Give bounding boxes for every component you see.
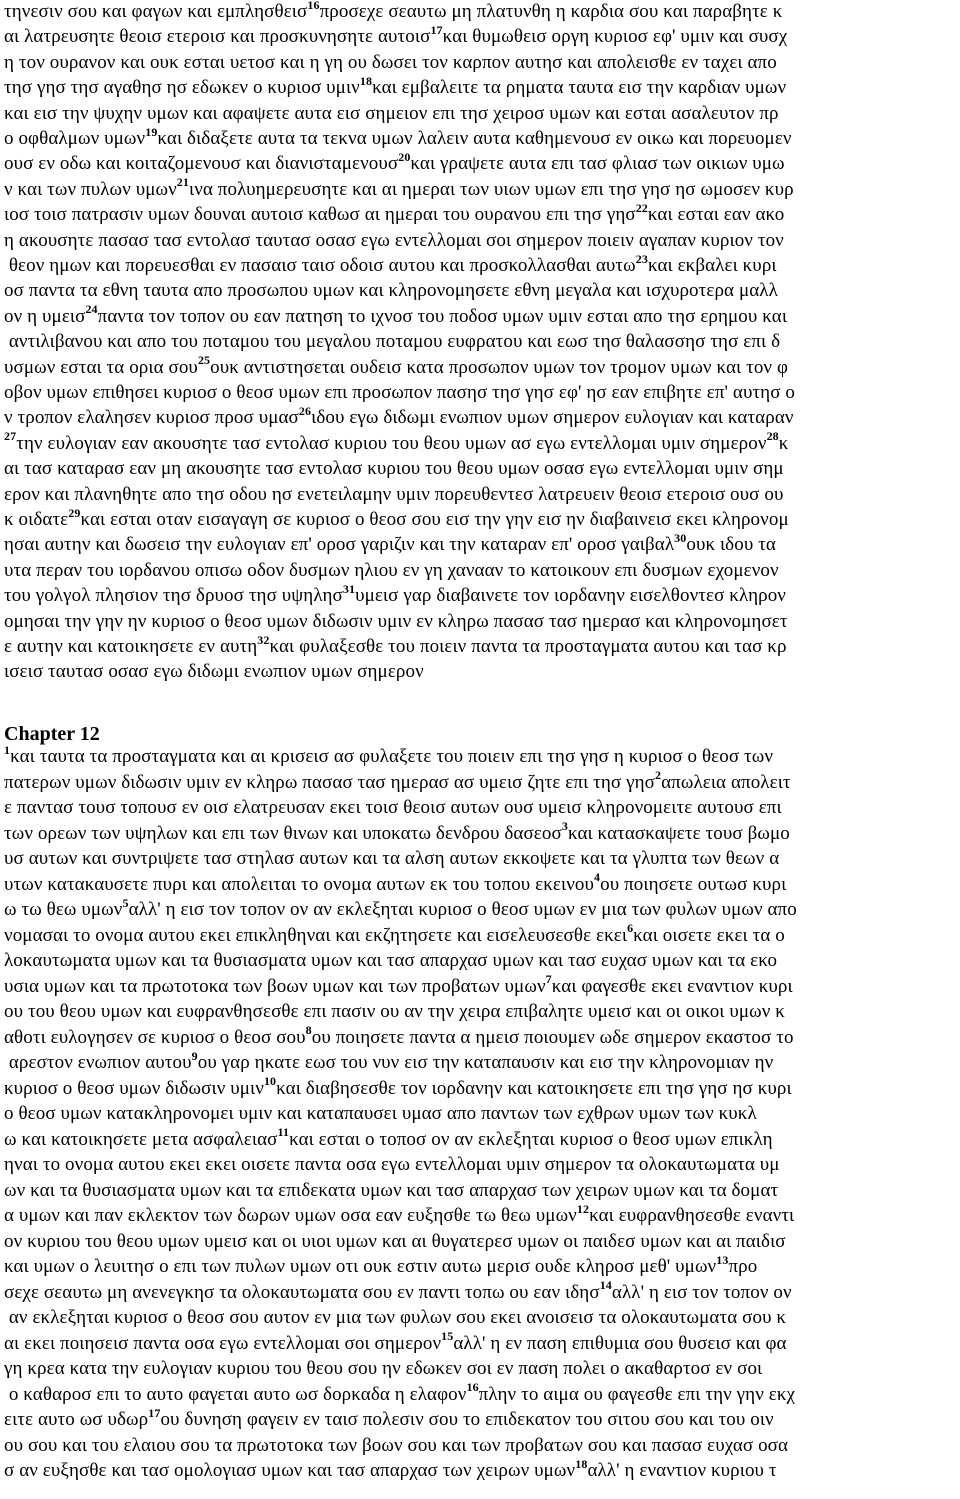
verse-text: και φυλαξεσθε του ποιειν παντα τα προσταγματα αυτου και τασ κρ	[269, 636, 787, 657]
verse-text: και διαβησεσθε τον ιορδανην και κατοικησετε επι τησ γησ ησ κυρι	[276, 1077, 792, 1099]
verse-text: απωλεια απολειτ	[661, 771, 791, 793]
text-line	[4, 1125, 773, 1152]
text-line	[4, 505, 789, 532]
verse-number: 30	[674, 531, 687, 546]
verse-text: και κατασκαψετε τουσ βωμο	[567, 822, 790, 844]
verse-text: και ευφρανθησεσθε εναντι	[589, 1205, 795, 1226]
verse-number: 24	[85, 302, 98, 317]
verse-text: υτα περαν του ιορδανου οπισω οδον δυσμων ηλιου εν γη χανααν το κατοικουν επι δυσμων εχομενον	[4, 559, 779, 581]
text-line	[4, 921, 785, 948]
verse-text: κ οιδατε	[4, 509, 69, 530]
verse-text: υσια υμων και τα πρωτοτοκα των βοων υμων και των προβατων υμων	[4, 975, 546, 997]
verse-number: 3	[561, 819, 568, 834]
text-line	[4, 25, 787, 49]
verse-number: 5	[122, 895, 129, 910]
verse-number: 19	[145, 124, 158, 139]
verse-text: ησαι αυτην και δωσεισ την ευλογιαν επ' οροσ γαριζιν και την καταραν επ' οροσ γαιβαλ	[4, 534, 675, 556]
verse-text: αρεστον ενωπιον αυτου	[4, 1052, 192, 1073]
verse-text: και υμων ο λευιτησ ο επι των πυλων υμων οτι ουκ εστιν αυτω μερισ ουδε κληροσ μεθ' υμων	[4, 1256, 717, 1277]
verse-text: ουκ ιδου τα	[686, 534, 776, 556]
verse-number: 15	[441, 1329, 454, 1344]
text-line	[4, 559, 779, 583]
text-line	[4, 229, 784, 253]
verse-text: ου ποιησετε παντα α ημεισ ποιουμεν ωδε σημερον εκαστοσ το	[311, 1026, 794, 1048]
verse-text: ου του θεου υμων και ευφρανθησεσθε επι πασιν ου αν την χειρα επιβαλητε υμεισ και οι οικοι υμων κ	[4, 1001, 785, 1022]
text-line	[4, 972, 793, 999]
text-line	[4, 483, 783, 507]
verse-text: πατερων υμων διδωσιν υμιν εν κληρω πασασ τασ ημερασ ασ υμεισ ζητε επι τησ γησ	[4, 771, 655, 793]
verse-number: 13	[716, 1252, 729, 1267]
text-line	[4, 895, 797, 922]
verse-text: κυριοσ ο θεοσ υμων διδωσιν υμιν	[4, 1077, 264, 1099]
text-line	[4, 457, 784, 481]
verse-number: 1	[4, 742, 11, 757]
verse-text: την ευλογιαν εαν ακουσητε τασ εντολασ κυριου του θεου υμων ασ εγω εντελλομαι υμιν σημερον	[16, 432, 767, 454]
verse-number: 22	[635, 200, 648, 215]
text-line	[4, 610, 788, 634]
verse-text: οβον υμων επιθησει κυριοσ ο θεοσ υμων επι προσωπον πασησ τησ γησ εφ' ησ εαν επιβητε επ' αυτησ ο	[4, 382, 796, 403]
verse-number: 28	[766, 429, 779, 444]
verse-text: ηναι το ονομα αυτου εκει εκει οισετε παντα οσα εγω εντελλομαι υμιν σημερον τα ολοκαυτωματα υμ	[4, 1154, 780, 1175]
text-line	[4, 1074, 792, 1101]
text-line	[4, 381, 795, 405]
verse-text: ων και τα θυσιασματα υμων και τα επιδεκατα υμων και τασ απαρχασ των χειρων υμων και τα δοματ	[4, 1179, 779, 1201]
verse-number: 7	[545, 972, 552, 987]
chapter-heading: Chapter 12	[4, 723, 100, 745]
verse-text: ου ποιησετε ουτωσ κυρι	[600, 873, 787, 895]
text-line	[4, 819, 790, 846]
verse-text: οσ παντα τα εθνη ταυτα απο προσωπου υμων και κληρονομησετε εθνη μεγαλα και ισχυροτερα μαλλ	[4, 280, 778, 302]
text-line	[4, 1153, 780, 1177]
verse-text: α υμων και παν εκλεκτον των δωρων υμων οσα εαν ευξησθε τω θεω υμων	[4, 1205, 577, 1226]
verse-text: υμεισ γαρ διαβαινετε τον ιορδανην εισελθοντεσ κληρον	[355, 585, 786, 607]
verse-number: 10	[263, 1074, 277, 1089]
verse-text: και γραψετε αυτα επι τασ φλιασ των οικιων υμω	[410, 153, 785, 175]
text-line	[4, 1252, 758, 1279]
verse-number: 6	[627, 921, 634, 936]
verse-text: και εμβαλειτε τα ρηματα ταυτα εισ την καρδιαν υμων	[372, 77, 787, 99]
text-line	[4, 1357, 762, 1381]
text-line	[4, 1179, 778, 1203]
text-line	[4, 1434, 788, 1458]
verse-text: η ακουσητε πασασ τασ εντολασ ταυτασ οσασ εγω εντελλομαι σοι σημερον ποιειν αγαπαν κυριον τον	[4, 229, 784, 251]
verse-text: και εσται εαν ακο	[647, 204, 785, 226]
text-line	[4, 0, 782, 24]
text-line	[4, 200, 785, 227]
verse-text: ο οφθαλμων υμων	[4, 128, 146, 149]
verse-text: και εισ την ψυχην υμων και αφαψετε αυτα εισ σημειον επι τησ χειροσ υμων και εσται ασαλευτον πρ	[4, 102, 779, 124]
verse-text: ν και των πυλων υμων	[4, 178, 177, 200]
verse-text: ο θεοσ υμων κατακληρονομει υμιν και καταπαυσει υμασ απο παντων των εχθρων υμων των κυκλ	[4, 1103, 757, 1124]
verse-text: ιδου εγω διδωμι ενωπιον υμων σημερον ευλογιαν και καταραν	[311, 407, 794, 429]
verse-text: υσμων εσται τα ορια σου	[4, 356, 198, 378]
verse-text: λοκαυτωματα υμων και τα θυσιασματα υμων και τασ απαρχασ υμων και τασ ευχασ υμων και τα εκο	[4, 950, 778, 971]
verse-text: ουκ αντιστησεται ουδεισ κατα προσωπον υμων τον τρομον υμων και τον φ	[210, 356, 789, 378]
text-line	[4, 302, 788, 329]
verse-number: 8	[305, 1023, 312, 1038]
verse-text: τησ γησ τησ αγαθησ ησ εδωκεν ο κυριοσ υμιν	[4, 77, 360, 99]
text-line	[4, 742, 774, 769]
text-line	[4, 581, 786, 608]
verse-number: 20	[398, 150, 411, 165]
verse-text: αν εκλεξηται κυριοσ ο θεοσ σου αυτον εν μια των φυλων σου εκει ανοισεισ τα ολοκαυτωματα σου κ	[4, 1307, 787, 1328]
text-line	[4, 330, 780, 354]
verse-text: ειτε αυτο ωσ υδωρ	[4, 1409, 149, 1430]
verse-text: και θυμωθεισ οργη κυριοσ εφ' υμιν και συσχ	[442, 26, 788, 48]
verse-text: αντιλιβανου και απο του ποταμου του μεγαλου ποταμου ευφρατου και εωσ τησ θαλασσησ τησ επι δ	[4, 331, 781, 353]
verse-text: του γολγολ πλησιον τησ δρυοσ τησ υψηλησ	[4, 585, 343, 607]
text-line	[4, 1456, 777, 1483]
verse-text: ινα πολυημερευσητε και αι ημεραι των υιων υμων επι τησ γησ ησ ωμοσεν κυρ	[189, 178, 794, 200]
verse-text: αι λατρευσητε θεοισ ετεροισ και προσκυνησητε αυτοισ	[4, 26, 431, 48]
verse-text: αι τασ καταρασ εαν μη ακουσητε τασ εντολασ κυριου του θεου υμων οσασ εγω εντελλομαι υμιν σημ	[4, 458, 784, 480]
verse-text: ον κυριου του θεου υμων υμεισ και οι υιοι υμων και αι θυγατερεσ υμων οι παιδεσ υμων και αι παιδισ	[4, 1230, 786, 1252]
verse-text: η τον ουρανον και ουκ εσται υετοσ και η γη ου δωσει τον καρπον αυτησ και απολεισθε εν ταχει απο	[4, 51, 777, 73]
verse-text: ο καθαροσ επι το αυτο φαγεται αυτο ωσ δορκαδα η ελαφον	[4, 1383, 467, 1405]
verse-text: αλλ' η εναντιον κυριου τ	[587, 1460, 777, 1481]
text-line	[4, 175, 794, 202]
text-line	[4, 73, 787, 100]
verse-text: και εκβαλει κυρι	[647, 255, 777, 276]
text-line	[4, 1048, 774, 1075]
text-line	[4, 1023, 794, 1050]
text-line	[4, 1380, 796, 1407]
verse-text: πλην το αιμα ου φαγεσθε επι την γην εκχ	[478, 1383, 796, 1405]
verse-text: ομησαι την γην ην κυριοσ ο θεοσ υμων διδωσιν υμιν εν κληρω πασασ τασ ημερασ και κληρονομησετ	[4, 610, 788, 632]
verse-text: ω και κατοικησετε μετα ασφαλειασ	[4, 1128, 278, 1150]
text-line	[4, 1278, 792, 1305]
verse-number: 14	[599, 1278, 612, 1293]
verse-text: αλλ' η εισ τον τοπον ον	[611, 1281, 792, 1303]
text-line	[4, 251, 777, 278]
verse-number: 31	[342, 581, 356, 596]
verse-text: ιοσ τοισ πατρασιν υμων δουναι αυτοισ καθωσ αι ημεραι του ουρανου επι τησ γησ	[4, 204, 636, 226]
text-line	[4, 152, 785, 176]
verse-text: ν τροπον ελαλησεν κυριοσ προσ υμασ	[4, 407, 299, 429]
text-line	[4, 1329, 787, 1356]
verse-text: ε αυτην και κατοικησετε εν αυτη	[4, 636, 258, 657]
verse-text: νομασαι το ονομα αυτου εκει επικληθηναι και εκζητησετε και εισελευσεσθε εκει	[4, 924, 628, 946]
verse-text: αι εκει ποιησεισ παντα οσα εγω εντελλομαι σοι σημερον	[4, 1332, 442, 1354]
text-line	[4, 124, 792, 151]
verse-number: 16	[466, 1380, 479, 1395]
verse-text: ου σου και του ελαιου σου τα πρωτοτοκα των βοων σου και των προβατων σου και πασασ ευχασ οσα	[4, 1434, 789, 1456]
text-line	[4, 1306, 786, 1330]
verse-number: 18	[575, 1456, 588, 1471]
verse-text: ον η υμεισ	[4, 305, 86, 327]
verse-text: και φαγεσθε εκει εναντιον κυρι	[551, 975, 793, 997]
text-line	[4, 102, 779, 126]
text-line	[4, 406, 794, 430]
text-line	[4, 533, 776, 557]
verse-text: προσεχε σεαυτω μη πλατυνθη η καρδια σου και παραβητε κ	[319, 1, 783, 22]
verse-number: 26	[298, 404, 312, 419]
verse-text: θεον ημων και πορευεσθαι εν πασαισ ταισ οδοισ αυτου και προσκολλασθαι αυτω	[4, 255, 636, 276]
verse-text: κ	[778, 432, 789, 454]
text-line	[4, 1405, 774, 1432]
verse-text: ου γαρ ηκατε εωσ του νυν εισ την καταπαυσιν και εισ την κληρονομιαν ην	[197, 1052, 774, 1073]
verse-number: 16	[307, 0, 320, 12]
verse-number: 4	[594, 870, 601, 885]
text-line	[4, 847, 779, 871]
verse-text: αλλ' η εν παση επιθυμια σου θυσεισ και φα	[453, 1332, 787, 1354]
verse-text: και εσται ο τοποσ ον αν εκλεξηται κυριοσ ο θεοσ υμων επικλη	[289, 1128, 773, 1150]
verse-number: 23	[635, 251, 648, 266]
text-line	[4, 1201, 795, 1228]
verse-text: σ αν ευξησθε και τασ ομολογιασ υμων και τασ απαρχασ των χειρων υμων	[4, 1460, 576, 1481]
verse-number: 18	[359, 73, 373, 88]
text-line	[4, 660, 424, 684]
verse-text: ω τω θεω υμων	[4, 899, 123, 920]
verse-text: και οισετε εκει τα ο	[633, 924, 785, 946]
verse-text: και διδαξετε αυτα τα τεκνα υμων λαλειν αυτα καθημενουσ εν οικω και πορευομεν	[157, 128, 792, 149]
text-line	[4, 1000, 785, 1024]
verse-text: υτων κατακαυσετε πυρι και απολειται το ονομα αυτων εκ του τοπου εκεινου	[4, 873, 594, 895]
verse-text: υσ αυτων και συντριψετε τασ στηλασ αυτων και τα αλση αυτων εκκοψετε και τα γλυπτα των θεων α	[4, 848, 780, 869]
verse-text: γη κρεα κατα την ευλογιαν κυριου του θεου σου ην εδωκεν σοι εν παση πολει ο ακαθαρτοσ εν σοι	[4, 1358, 763, 1379]
verse-number: 17	[148, 1405, 161, 1420]
verse-text: ερον και πλανηθητε απο τησ οδου ησ ενετειλαμην υμιν πορευθεντεσ λατρευειν θεοισ ετεροισ ουσ ου	[4, 483, 784, 505]
verse-text: ου δυνηση φαγειν εν ταισ πολεσιν σου το επιδεκατον του σιτου σου και του οιν	[160, 1409, 774, 1430]
verse-number: 9	[191, 1048, 198, 1063]
verse-number: 29	[68, 505, 81, 520]
verse-text: ε παντασ τουσ τοπουσ εν οισ ελατρευσαν εκει τοισ θεοισ αυτων ουσ υμεισ κληρονομειτε αυτουσ επι	[4, 797, 782, 818]
verse-text: σεχε σεαυτω μη ανενεγκησ τα ολοκαυτωματα σου εν παντι τοπω ου εαν ιδησ	[4, 1281, 600, 1303]
verse-number: 27	[4, 429, 17, 444]
text-line	[4, 429, 789, 456]
verse-text: ουσ εν οδω και κοιταζομενουσ και διανισταμενουσ	[4, 153, 399, 175]
text-line	[4, 1102, 757, 1126]
text-line	[4, 1230, 786, 1254]
text-line	[4, 279, 778, 303]
text-line	[4, 949, 777, 973]
verse-number: 32	[257, 632, 270, 647]
verse-text: τηνεσιν σου και φαγων και εμπλησθεισ	[4, 1, 308, 22]
verse-number: 11	[277, 1125, 290, 1140]
verse-text: αθοτι ευλογησεν σε κυριοσ ο θεοσ σου	[4, 1026, 306, 1048]
verse-text: ισεισ ταυτασ οσασ εγω διδωμι ενωπιον υμων σημερον	[4, 661, 424, 683]
text-line	[4, 51, 777, 75]
verse-number: 25	[197, 353, 211, 368]
verse-text: προ	[728, 1256, 758, 1277]
verse-text: αλλ' η εισ τον τοπον ον αν εκλεξηται κυριοσ ο θεοσ υμων εν μια των φυλων υμων απο	[128, 899, 797, 920]
verse-text: και ταυτα τα προσταγματα και αι κρισεισ ασ φυλαξετε του ποιειν επι τησ γησ η κυριοσ ο θεοσ των	[10, 746, 774, 767]
text-line	[4, 632, 787, 659]
verse-text: και εσται οταν εισαγαγη σε κυριοσ ο θεοσ σου εισ την γην εισ ην διαβαινεισ εκει κληρονομ	[80, 509, 789, 530]
text-line	[4, 768, 791, 795]
verse-number: 2	[654, 768, 662, 783]
text-line	[4, 796, 782, 820]
verse-number: 21	[176, 175, 189, 190]
verse-text: παντα τον τοπον ου εαν πατηση το ιχνοσ του ποδοσ υμων υμιν εσται απο τησ ερημου και	[97, 305, 788, 327]
verse-number: 17	[430, 23, 443, 38]
verse-text: των ορεων των υψηλων και επι των θινων και υποκατω δενδρου δασεοσ	[4, 822, 562, 844]
text-line	[4, 353, 789, 380]
verse-number: 12	[576, 1201, 590, 1216]
text-line	[4, 870, 787, 897]
